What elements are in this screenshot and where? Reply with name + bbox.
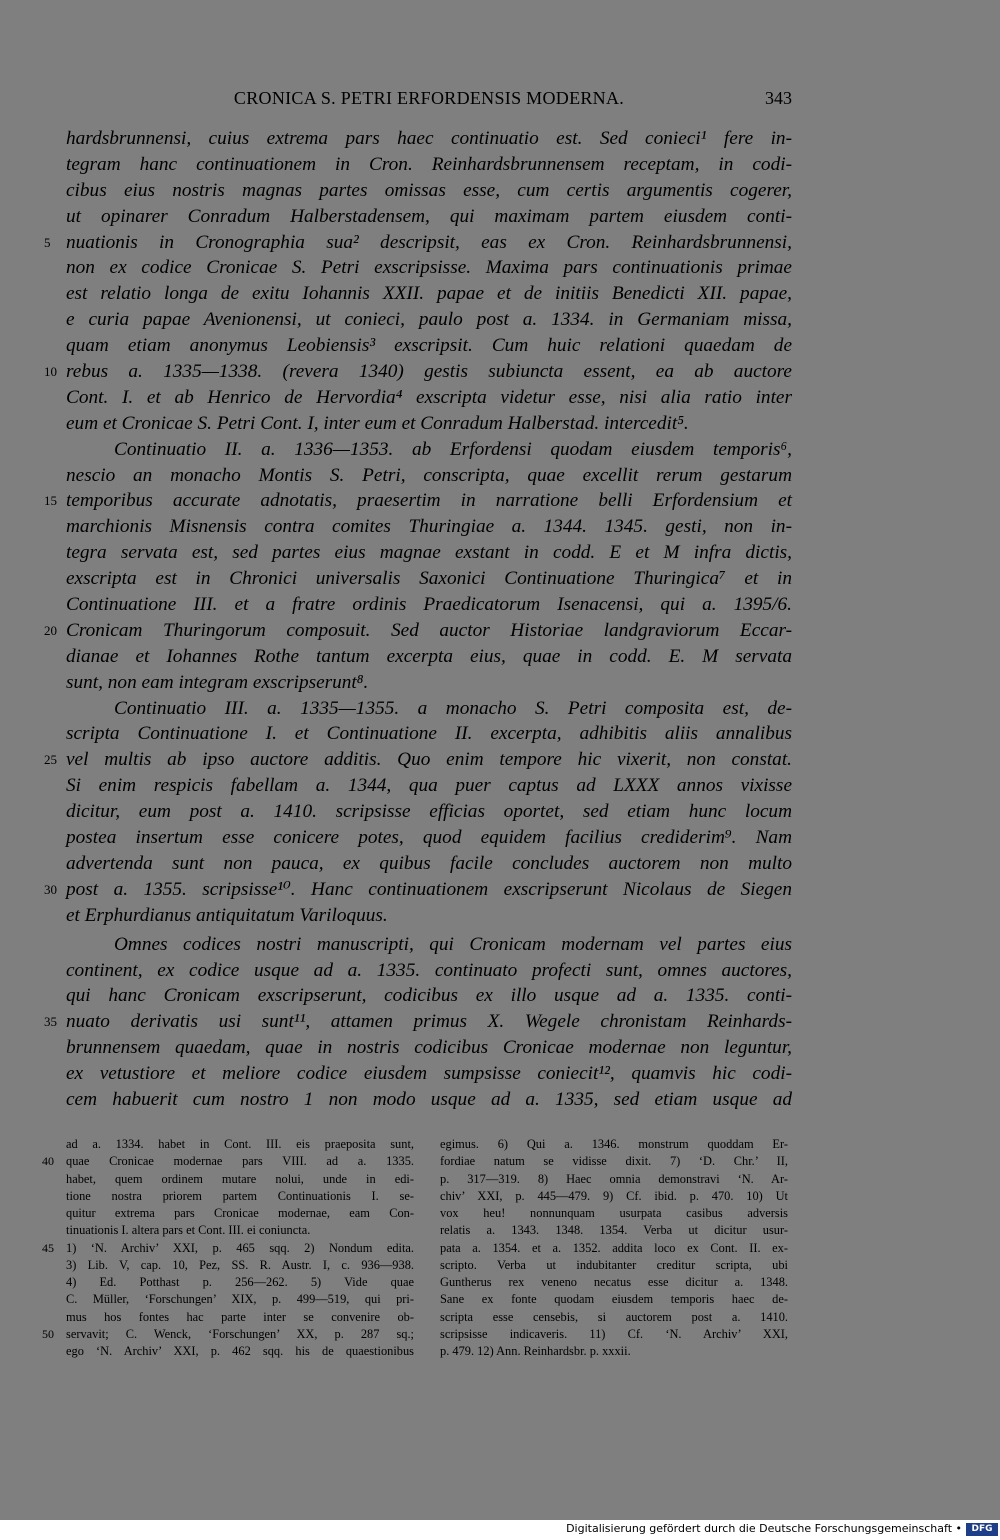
line-text: tegra servata est, sed partes eius magnae exstant in codd. E et M infra dictis,	[66, 542, 792, 564]
line-text: Continuatione III. et a fratre ordinis Praedicatorum Isenacensi, qui a. 1395/6.	[66, 594, 792, 616]
line-text: qui hanc Cronicam exscripserunt, codicibus ex illo usque ad a. 1335. conti-	[66, 985, 792, 1007]
line-text: quitur extrema pars Cronicae modernae, eam Con-	[66, 1206, 414, 1220]
line-text: advertenda sunt non pauca, ex quibus facile concludes auctorem non multo	[66, 852, 792, 874]
dfg-logo: DFG	[966, 1523, 998, 1536]
line-number: 45	[42, 1240, 54, 1255]
line-text: post a. 1355. scripsisse¹⁰. Hanc continuationem exscripserunt Nicolaus de Siegen	[66, 878, 792, 900]
main-text	[44, 126, 792, 1113]
line-number: 10	[44, 364, 57, 380]
footnote-line	[440, 1153, 788, 1170]
footnote-line	[440, 1343, 788, 1360]
line-text: ad a. 1334. habet in Cont. III. eis praeposita sunt,	[66, 1137, 414, 1151]
text-line	[66, 514, 792, 540]
text-line	[66, 204, 792, 230]
text-line	[66, 255, 792, 281]
line-text: ego ‘N. Archiv’ XXI, p. 462 sqq. his de quaestionibus	[66, 1344, 414, 1358]
footnote-line	[440, 1205, 788, 1222]
line-text: habet, quem ordinem mutare nolui, unde in edi-	[66, 1171, 414, 1186]
line-text: Continuatio II. a. 1336—1353. ab Erfordensi quodam eiusdem temporis⁶,	[114, 438, 792, 460]
line-text: cem habuerit cum nostro 1 non modo usque ad a. 1335, sed etiam usque ad	[66, 1088, 792, 1110]
line-text: nuationis in Cronographia sua² descripsit, eas ex Cron. Reinhardsbrunnensi,	[66, 231, 792, 253]
line-text: dianae et Iohannes Rothe tantum excerpta eius, quae in codd. E. M servata	[66, 645, 792, 667]
line-text: continent, ex codice usque ad a. 1335. continuato profecti sunt, omnes auctores,	[66, 959, 792, 981]
line-text: 3) Lib. V, cap. 10, Pez, SS. R. Austr. I, c. 936—938.	[66, 1257, 414, 1272]
footnote-line	[440, 1222, 788, 1239]
running-title: CRONICA S. PETRI ERFORDENSIS MODERNA.	[233, 88, 625, 108]
text-line	[66, 463, 792, 489]
footnote-line	[440, 1274, 788, 1291]
line-text: hardsbrunnensi, cuius extrema pars haec continuatio est. Sed conieci¹ fere in-	[66, 128, 792, 149]
text-line	[66, 411, 792, 437]
line-text: egimus. 6) Qui a. 1346. monstrum quoddam Er-	[440, 1137, 788, 1151]
footnote-line	[66, 1188, 414, 1205]
line-text: Cont. I. et ab Henrico de Hervordia⁴ exscripta videtur esse, nisi alia ratio inter	[66, 386, 792, 408]
footnote-line	[440, 1291, 788, 1308]
digitization-footer	[0, 1520, 1000, 1540]
text-line	[66, 773, 792, 799]
line-text: sunt, non eam integram exscripserunt⁸.	[66, 671, 369, 693]
line-text: 4) Ed. Potthast p. 256—262. 5) Vide quae	[66, 1275, 414, 1289]
footnote-line	[66, 1274, 414, 1291]
line-number: 25	[44, 752, 57, 768]
text-line	[66, 903, 792, 929]
text-line	[66, 983, 792, 1009]
line-number: 40	[42, 1154, 54, 1169]
text-line	[66, 696, 792, 722]
line-text: vel multis ab ipso auctore additis. Quo enim tempore hic vixerit, non constat.	[66, 749, 792, 771]
funding-credit: Digitalisierung gefördert durch die Deutsche Forschungsgemeinschaft •	[566, 1522, 962, 1535]
line-text: est relatio longa de exitu Iohannis XXII. papae et de initiis Benedicti XII. papae,	[66, 283, 792, 305]
text-line	[44, 230, 792, 256]
line-text: Si enim respicis fabellam a. 1344, qua puer captus ad LXXX annos vixisse	[66, 775, 792, 797]
line-number: 5	[44, 234, 51, 250]
footnote-line	[66, 1257, 414, 1274]
footnote-line	[66, 1309, 414, 1326]
line-text: cibus eius nostris magnas partes omissas esse, cum certis argumentis cogerer,	[66, 179, 792, 201]
text-line	[44, 488, 792, 514]
line-text: nuato derivatis usi sunt¹¹, attamen primus X. Wegele chronistam Reinhards-	[66, 1011, 792, 1033]
line-text: Sane ex fonte quodam eiusdem temporis haec de-	[440, 1292, 788, 1307]
text-line	[66, 721, 792, 747]
line-number: 50	[42, 1326, 54, 1341]
line-text: postea insertum esse conicere potes, quod equidem facilius crediderim⁹. Nam	[66, 827, 792, 849]
text-line	[66, 152, 792, 178]
footnote-line	[66, 1171, 414, 1188]
line-text: ex vetustiore et meliore codice eiusdem sumpsisse coniecit¹², quamvis hic codi-	[66, 1063, 792, 1085]
text-line	[66, 958, 792, 984]
text-line	[44, 618, 792, 644]
line-text: Cronicam Thuringorum composuit. Sed auctor Historiae landgraviorum Eccar-	[66, 619, 792, 641]
line-text: rebus a. 1335—1338. (revera 1340) gestis subiuncta essent, ea ab auctore	[66, 361, 792, 383]
text-line	[66, 333, 792, 359]
line-text: scripta esse censebis, si auctorem post a. 1410.	[440, 1309, 788, 1324]
footnote-line	[42, 1240, 414, 1257]
footnotes-right-column	[440, 1136, 788, 1360]
text-line	[66, 281, 792, 307]
line-text: Guntherus rex veneno necatus esse dicitur a. 1348.	[440, 1275, 788, 1289]
line-text: Omnes codices nostri manuscripti, qui Cronicam modernam vel partes eius	[114, 933, 792, 955]
text-line	[66, 178, 792, 204]
line-text: quam etiam anonymus Leobiensis³ exscripsit. Cum huic relationi quaedam de	[66, 335, 792, 357]
footnote-line	[440, 1326, 788, 1343]
text-line	[66, 670, 792, 696]
line-number: 30	[44, 881, 57, 897]
text-line	[66, 1061, 792, 1087]
text-line	[66, 385, 792, 411]
line-number: 20	[44, 622, 57, 638]
line-text: chiv’ XXI, p. 445—479. 9) Cf. ibid. p. 470. 10) Ut	[440, 1188, 788, 1203]
footnote-line	[66, 1222, 414, 1239]
footnote-line	[440, 1171, 788, 1188]
line-text: tione nostra priorem partem Continuationis I. se-	[66, 1188, 414, 1203]
text-line	[66, 1035, 792, 1061]
line-text: quae Cronicae modernae pars VIII. ad a. 1335.	[66, 1154, 414, 1169]
footnote-line	[440, 1188, 788, 1205]
text-line	[66, 644, 792, 670]
footnote-line	[66, 1136, 414, 1153]
line-text: scripsisse indicaveris. 11) Cf. ‘N. Archiv’ XXI,	[440, 1326, 788, 1341]
footnote-line	[440, 1257, 788, 1274]
line-text: dicitur, eum post a. 1410. scripsisse efficias oportet, sed etiam hunc locum	[66, 801, 792, 823]
footnote-line	[440, 1240, 788, 1257]
footnote-line	[66, 1205, 414, 1222]
footnote-line	[42, 1326, 414, 1343]
line-text: marchionis Misnensis contra comites Thuringiae a. 1344. 1345. gesti, non in-	[66, 516, 792, 538]
text-line	[66, 566, 792, 592]
line-number: 15	[44, 493, 57, 509]
line-text: p. 479. 12) Ann. Reinhardsbr. p. xxxii.	[440, 1344, 631, 1358]
line-text: eum et Cronicae S. Petri Cont. I, inter eum et Conradum Halberstad. intercedit⁵.	[66, 412, 689, 434]
line-text: ut opinarer Conradum Halberstadensem, qui maximam partem eiusdem conti-	[66, 205, 792, 227]
text-line	[66, 932, 792, 958]
line-text: non ex codice Cronicae S. Petri exscripsisse. Maxima pars continuationis primae	[66, 257, 792, 279]
line-text: relatis a. 1343. 1348. 1354. Verba ut dicitur usur-	[440, 1223, 788, 1238]
footnote-line	[42, 1153, 414, 1170]
line-text: p. 317—319. 8) Haec omnia demonstravi ‘N. Ar-	[440, 1171, 788, 1186]
line-number: 35	[44, 1014, 57, 1030]
line-text: tegram hanc continuationem in Cron. Reinhardsbrunnensem receptam, in codi-	[66, 153, 792, 175]
line-text: mus hos fontes hac parte inter se convenire ob-	[66, 1309, 414, 1324]
text-line	[44, 1009, 792, 1035]
text-line	[44, 877, 792, 903]
line-text: pata a. 1354. et a. 1352. addita loco ex Cont. II. ex-	[440, 1240, 788, 1255]
text-line	[66, 799, 792, 825]
text-line	[44, 359, 792, 385]
text-line	[66, 437, 792, 463]
line-text: tinuationis I. altera pars et Cont. III. ei coniuncta.	[66, 1223, 311, 1238]
line-text: brunnensem quaedam, quae in nostris codicibus Cronicae modernae non leguntur,	[66, 1037, 792, 1059]
text-line	[66, 851, 792, 877]
text-line	[44, 747, 792, 773]
line-text: 1) ‘N. Archiv’ XXI, p. 465 sqq. 2) Nondum edita.	[66, 1240, 414, 1255]
line-text: C. Müller, ‘Forschungen’ XIX, p. 499—519, qui pri-	[66, 1292, 414, 1307]
footnote-line	[66, 1343, 414, 1360]
footnote-line	[440, 1309, 788, 1326]
line-text: vox heu! nonnunquam usurpata casibus adversis	[440, 1206, 788, 1220]
line-text: Continuatio III. a. 1335—1355. a monacho S. Petri composita est, de-	[114, 697, 792, 719]
line-text: scripto. Verba ut indubitanter creditur scripta, ubi	[440, 1257, 788, 1272]
line-text: et Erphurdianus antiquitatum Variloquus.	[66, 904, 388, 926]
page-number: 343	[765, 88, 792, 108]
line-text: e curia papae Avenionensi, ut conieci, paulo post a. 1334. in Germaniam missa,	[66, 309, 792, 331]
line-text: fordiae natum se vidisse dixit. 7) ‘D. Chr.’ II,	[440, 1154, 788, 1169]
line-text: servavit; C. Wenck, ‘Forschungen’ XX, p. 287 sq.;	[66, 1326, 414, 1341]
text-line	[66, 540, 792, 566]
page-header	[66, 88, 792, 118]
footnote-line	[440, 1136, 788, 1153]
text-line	[66, 592, 792, 618]
line-text: nescio an monacho Montis S. Petri, conscripta, quae excellit rerum gestarum	[66, 464, 792, 486]
text-line	[66, 825, 792, 851]
text-line	[66, 307, 792, 333]
line-text: scripta Continuatione I. et Continuatione II. excerpta, adhibitis aliis annalibus	[66, 723, 792, 745]
text-line	[66, 126, 792, 152]
line-text: exscripta est in Chronici universalis Saxonici Continuatione Thuringica⁷ et in	[66, 568, 792, 590]
text-line	[66, 1087, 792, 1113]
footnote-line	[66, 1291, 414, 1308]
footnotes-left-column	[42, 1136, 414, 1360]
line-text: temporibus accurate adnotatis, praesertim in narratione belli Erfordensium et	[66, 490, 792, 512]
